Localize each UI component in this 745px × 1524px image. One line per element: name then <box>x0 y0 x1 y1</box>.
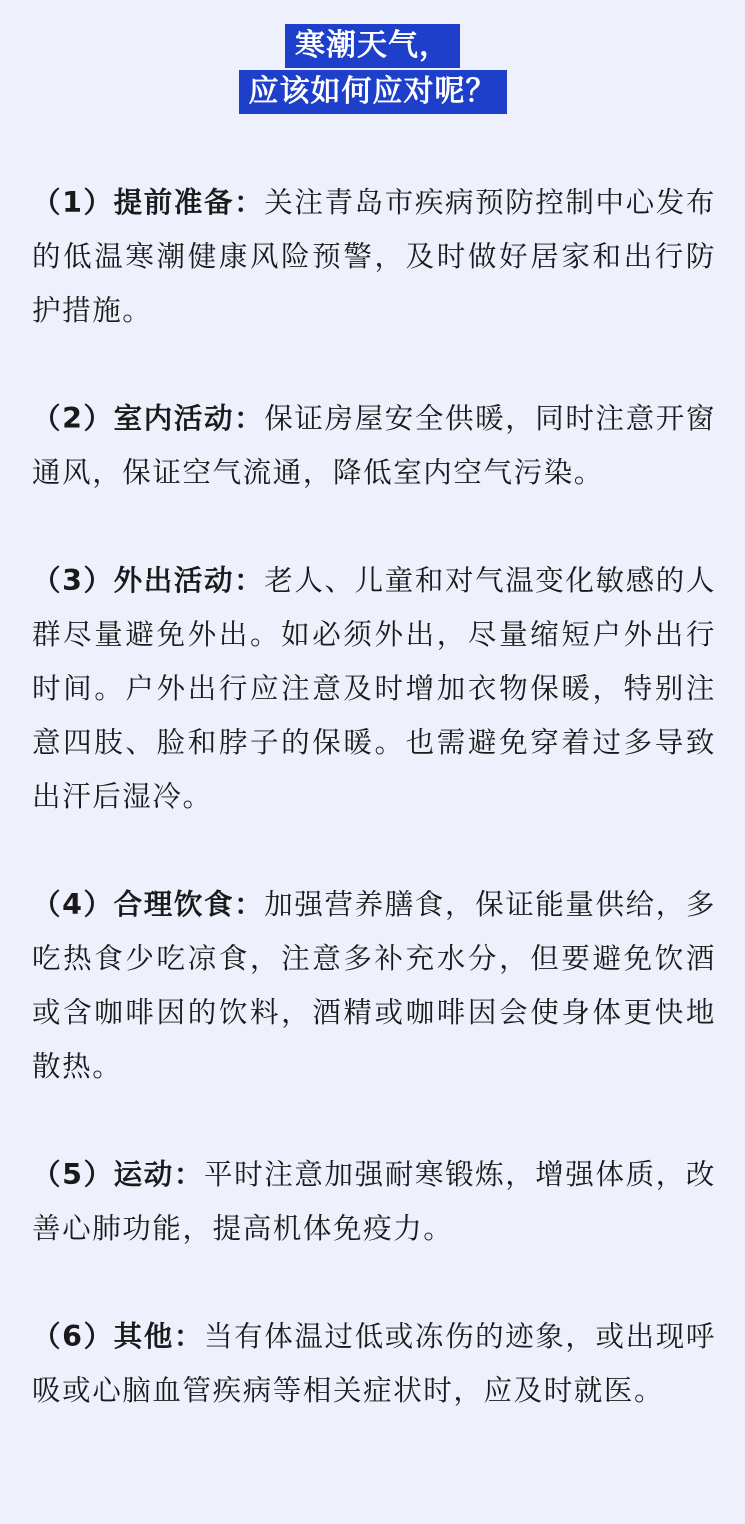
section-heading: （2）室内活动： <box>32 402 265 435</box>
section-preparation <box>32 176 716 338</box>
section-outdoor-activity <box>32 554 716 824</box>
title-line-2: 应该如何应对呢？ <box>239 70 507 114</box>
section-indoor-activity <box>32 392 716 500</box>
title-block <box>0 24 745 114</box>
section-text: 当有体温过低或冻伤的迹象，或出现呼吸或心脑血管疾病等相关症状时，应及时就医。 <box>32 1320 716 1407</box>
section-heading: （5）运动： <box>32 1158 205 1191</box>
section-text: 平时注意加强耐寒锻炼，增强体质，改善心肺功能，提高机体免疫力。 <box>32 1158 716 1245</box>
section-heading: （6）其他： <box>32 1320 205 1353</box>
section-diet <box>32 878 716 1094</box>
article-body <box>32 176 716 1472</box>
title-line-1: 寒潮天气， <box>285 24 460 68</box>
section-text: 保证房屋安全供暖，同时注意开窗通风，保证空气流通，降低室内空气污染。 <box>32 402 716 489</box>
section-text: 老人、儿童和对气温变化敏感的人群尽量避免外出。如必须外出，尽量缩短户外出行时间。户外出行应注意及时增加衣物保暖，特别注意四肢、脸和脖子的保暖。也需避免穿着过多导致出汗后湿冷。 <box>32 564 716 813</box>
section-other <box>32 1310 716 1418</box>
section-exercise <box>32 1148 716 1256</box>
section-text: 关注青岛市疾病预防控制中心发布的低温寒潮健康风险预警，及时做好居家和出行防护措施。 <box>32 186 716 327</box>
section-heading: （4）合理饮食： <box>32 888 265 921</box>
section-text: 加强营养膳食，保证能量供给，多吃热食少吃凉食，注意多补充水分，但要避免饮酒或含咖啡因的饮料，酒精或咖啡因会使身体更快地散热。 <box>32 888 716 1083</box>
section-heading: （1）提前准备： <box>32 186 265 219</box>
section-heading: （3）外出活动： <box>32 564 265 597</box>
